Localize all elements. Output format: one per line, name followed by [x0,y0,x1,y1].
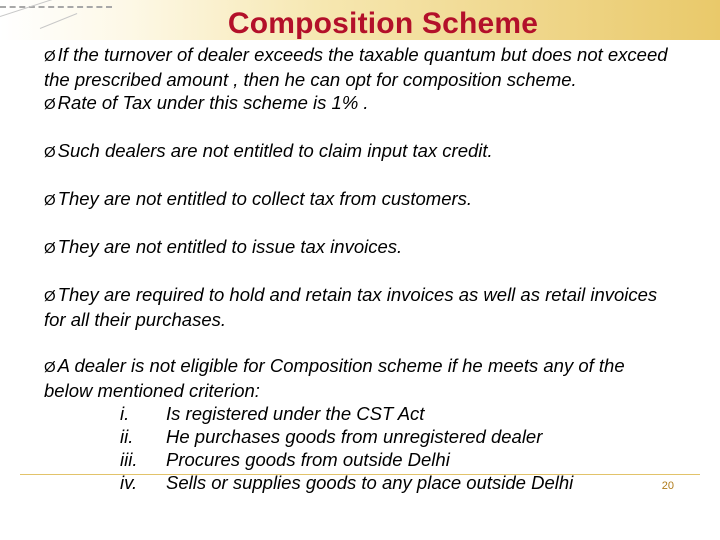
bullet-paragraph: Ø If the turnover of dealer exceeds the taxable quantum but does not exceed the prescribed amount , then he can opt for composition scheme. [44,44,668,90]
arrow-bullet-icon: Ø [44,359,56,376]
criterion-item [44,425,674,448]
criterion-text: Sells or supplies goods to any place outside Delhi [166,472,574,493]
criterion-number: iii. [120,449,138,470]
arrow-bullet-icon: Ø [44,192,56,209]
arrow-bullet-icon: Ø [44,240,56,257]
page-number: 20 [661,480,674,492]
footer-divider [20,474,700,475]
bullet-paragraph: Ø Rate of Tax under this scheme is 1% . [44,92,369,113]
criterion-item [44,402,674,425]
criterion-text: Is registered under the CST Act [166,403,425,424]
arrow-bullet-icon: Ø [44,96,56,113]
criterion-item [44,448,674,471]
bullet-paragraph: Ø They are required to hold and retain tax invoices as well as retail invoices for all their purchases. [44,284,658,330]
criterion-number: ii. [120,426,134,447]
slide-title: Composition Scheme [227,7,539,40]
criterion-text: He purchases goods from unregistered dealer [166,426,543,447]
arrow-bullet-icon: Ø [44,288,56,305]
bullet-paragraph: Ø A dealer is not eligible for Composition scheme if he meets any of the below mentioned criterion: [44,355,625,401]
bullet-paragraph: Ø They are not entitled to collect tax from customers. [44,188,473,209]
criterion-number: iv. [120,472,138,493]
criterion-text: Procures goods from outside Delhi [166,449,450,470]
arrow-bullet-icon: Ø [44,48,56,65]
criterion-number: i. [120,403,130,424]
bullet-paragraph: Ø Such dealers are not entitled to claim input tax credit. [44,140,493,161]
slide-body [44,43,674,494]
bullet-paragraph: Ø They are not entitled to issue tax invoices. [44,236,403,257]
arrow-bullet-icon: Ø [44,144,56,161]
